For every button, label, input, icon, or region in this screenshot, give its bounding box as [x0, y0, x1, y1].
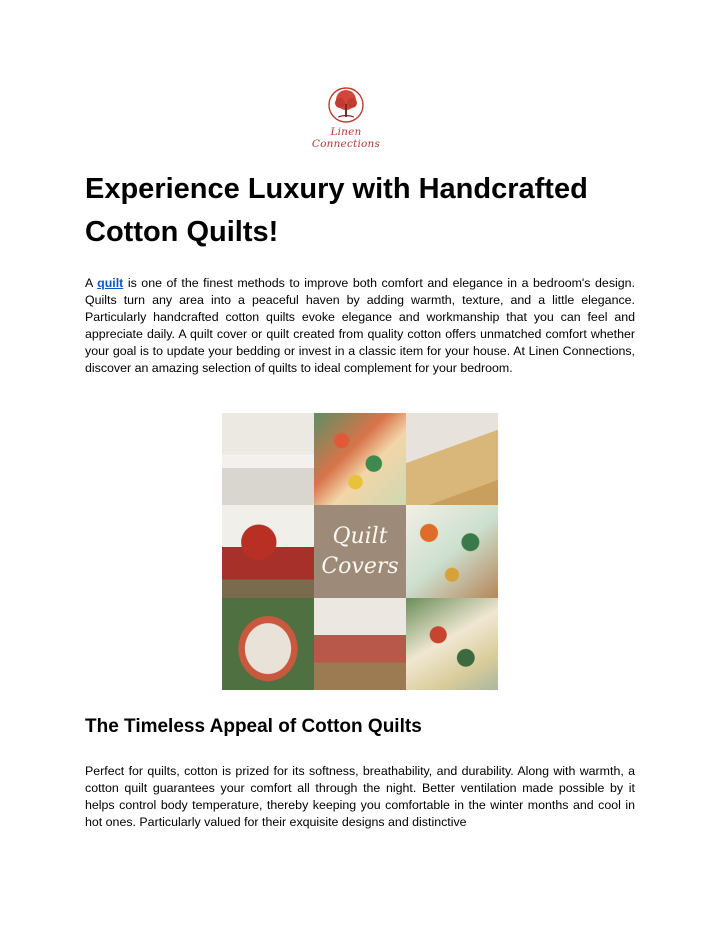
brand-name: Linen Connections — [311, 126, 381, 150]
intro-paragraph — [85, 275, 635, 377]
collage-photo-printed-quilt — [406, 505, 498, 598]
tree-logo-icon — [326, 86, 366, 124]
article-title: Experience Luxury with Handcrafted Cotton Quilts! — [85, 173, 588, 248]
brand-logo — [296, 86, 396, 148]
collage-center-label — [314, 505, 406, 598]
intro-text: is one of the finest methods to improve both comfort and elegance in a bedroom's design. Quilts turn any area into a peaceful haven by adding warmth, texture, and a little elegance. Particularly handcrafted cotton quilts evoke elegance and workmanship that you can feel and appreciate daily. A quilt cover or quilt created from quality cotton offers unmatched comfort whether your goal is to update your bedding or invest in a classic item for your house. At Linen Connections, discover an amazing selection of quilts to ideal complement for your bedroom. — [85, 276, 635, 375]
intro-prefix: A — [85, 276, 98, 290]
collage-label-line1: Quilt — [332, 523, 388, 549]
collage-photo-draped-quilt — [406, 598, 498, 690]
quilt-collage-image — [222, 413, 498, 690]
collage-label-line2: Covers — [321, 553, 399, 579]
collage-photo-folded-quilt — [406, 413, 498, 505]
quilt-link[interactable]: quilt — [97, 276, 124, 290]
section-heading: The Timeless Appeal of Cotton Quilts — [85, 716, 422, 737]
collage-photo-floral-quilt — [314, 413, 406, 505]
collage-photo-rolled-quilt — [222, 598, 314, 690]
section-paragraph: Perfect for quilts, cotton is prized for its softness, breathability, and durability. Along with warmth, a cotton quilt guarantees your comfort all through the night. Better ventilation made possible by it helps control body temperature, thereby keeping you comfortable in the winter months and cool in hot ones. Particularly valued for their exquisite designs and distinctive — [85, 764, 635, 829]
collage-photo-bed-cover — [314, 598, 406, 690]
collage-photo-red-quilt — [222, 505, 314, 598]
collage-photo-bedroom — [222, 413, 314, 505]
